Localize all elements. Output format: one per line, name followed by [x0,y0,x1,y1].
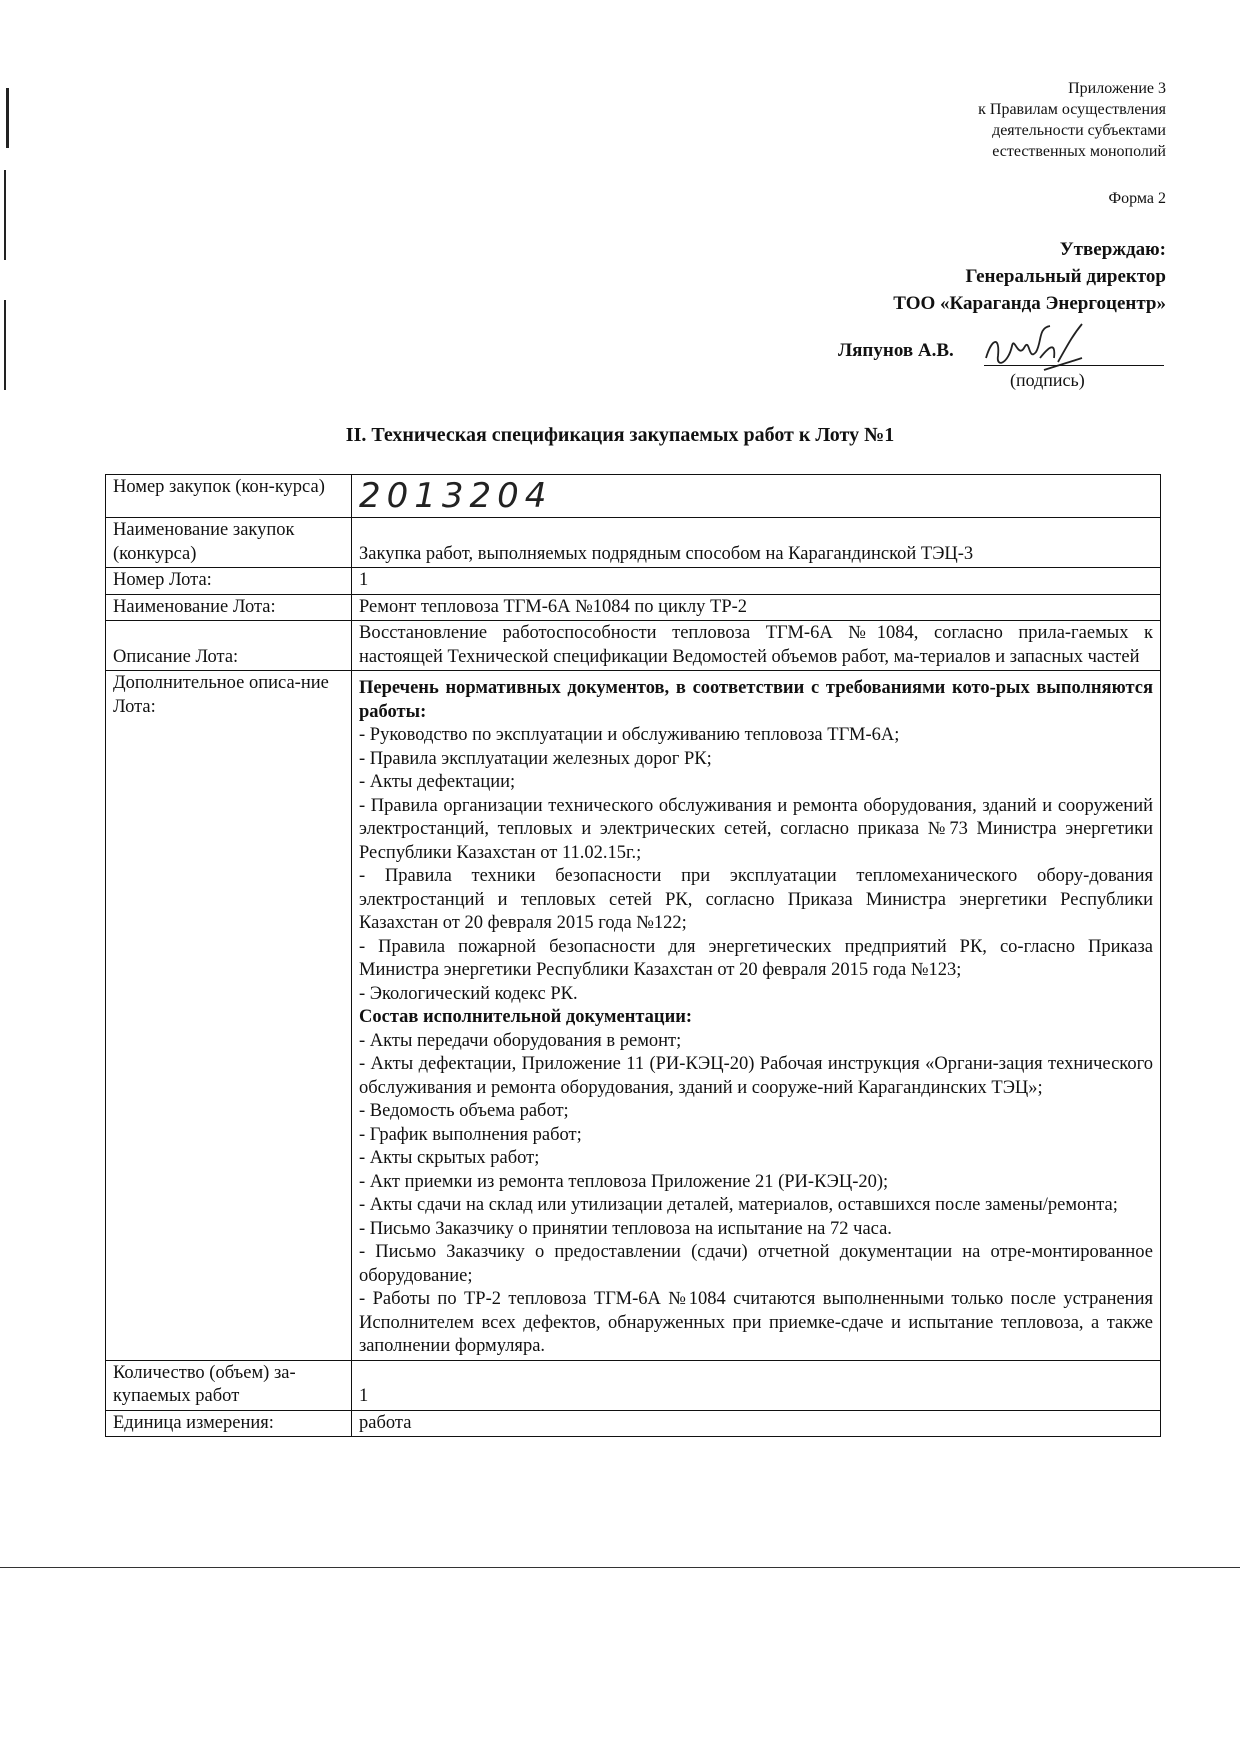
approval-line: ТОО «Караганда Энергоцентр» [893,293,1166,314]
list-item: - Экологический кодекс РК. [359,983,578,1004]
table-row [106,568,1161,595]
table-row [106,518,1161,568]
list-item: - Письмо Заказчику о предоставлении (сдачи) отчетной документации на отре-монтированное оборудование; [359,1242,1153,1286]
list-item: - Правила эксплуатации железных дорог РК; [359,748,712,769]
value-lot-description: Восстановление работоспособности тепловоза ТГМ-6А №1084, согласно прила-гаемых к настоящей Технической спецификации Ведомостей объемов работ, ма-териалов и запасных частей [352,621,1161,671]
appendix-line: Приложение 3 [1068,80,1166,97]
normative-docs-heading: Перечень нормативных документов, в соответствии с требованиями кото-рых выполняются работы: [359,678,1153,722]
list-item: - Руководство по эксплуатации и обслуживанию тепловоза ТГМ-6А; [359,725,900,745]
appendix-line: к Правилам осуществления [978,101,1166,118]
approval-line: Генеральный директор [965,266,1166,287]
table-row [106,1360,1161,1410]
scan-cut-line [0,1567,1240,1568]
label-unit: Единица измерения: [106,1410,352,1437]
executive-docs-heading: Состав исполнительной документации: [359,1007,693,1027]
label-quantity: Количество (объем) за-купаемых работ [106,1360,352,1410]
list-item: - Работы по ТР-2 тепловоза ТГМ-6А №1084 считаются выполненными только после устранения Исполнителем всех дефектов, обнаруженных при приемке-сдаче и испытание тепловоза, а также заполнении формуляра. [359,1289,1153,1356]
value-procurement-number [352,475,1161,518]
list-item: - Акт приемки из ремонта тепловоза Приложение 21 (РИ-КЭЦ-20); [359,1171,889,1192]
list-item: - Акты дефектации, Приложение 11 (РИ-КЭЦ-20) Рабочая инструкция «Органи-зация технического обслуживания и ремонта оборудования, зданий и сооруже-ний Карагандинских ТЭЦ»; [359,1054,1153,1098]
table-row [106,1410,1161,1437]
list-item: - График выполнения работ; [359,1124,582,1145]
value-extra-description [352,671,1161,1361]
label-lot-name: Наименование Лота: [106,594,352,621]
signature-caption: (подпись) [1010,370,1085,390]
list-item: - Письмо Заказчику о принятии тепловоза на испытание на 72 часа. [359,1218,892,1239]
list-item: - Правила техники безопасности при эксплуатации тепломеханического обору-дования электростанций и тепловых сетей РК, согласно Приказа Министра энергетики Республики Казахстан от 20 февраля 2015 года №122; [359,866,1153,933]
value-unit: работа [352,1410,1161,1437]
appendix-line: естественных монополий [992,143,1166,160]
list-item: - Акты сдачи на склад или утилизации деталей, материалов, оставшихся после замены/ремонта; [359,1195,1118,1215]
value-lot-number: 1 [352,568,1161,595]
appendix-line: деятельности субъектами [992,122,1166,139]
list-item: - Акты дефектации; [359,772,516,792]
label-procurement-name: Наименование закупок (конкурса) [106,518,352,568]
table-row [106,475,1161,518]
list-item: - Акты передачи оборудования в ремонт; [359,1030,682,1051]
approval-line: Утверждаю: [1059,239,1166,260]
approval-block [646,236,1166,317]
scan-mark [6,88,9,148]
appendix-note [806,78,1166,162]
value-lot-name: Ремонт тепловоза ТГМ-6А №1084 по циклу ТР-2 [352,594,1161,621]
signer-name: Ляпунов А.В. [838,340,954,361]
value-procurement-name: Закупка работ, выполняемых подрядным способом на Карагандинской ТЭЦ-3 [352,518,1161,568]
signature-line [984,365,1164,366]
list-item: - Правила организации технического обслуживания и ремонта оборудования, зданий и сооружений электростанций, тепловых и электрических сетей, согласно приказа №73 Министра энергетики Республики Казахстан от 11.02.15г.; [359,795,1153,863]
table-row [106,621,1161,671]
list-item: - Акты скрытых работ; [359,1148,540,1168]
list-item: - Ведомость объема работ; [359,1101,569,1121]
handwritten-procurement-number: 2013204 [359,476,553,516]
list-item: - Правила пожарной безопасности для энергетических предприятий РК, со-гласно Приказа Министра энергетики Республики Казахстан от 20 февраля 2015 года №123; [359,936,1153,980]
label-lot-description: Описание Лота: [106,621,352,671]
label-procurement-number: Номер закупок (кон-курса) [106,475,352,518]
form-number: Форма 2 [1108,190,1166,207]
handwritten-signature [978,318,1088,378]
specification-table [105,474,1161,1437]
document-title: II. Техническая спецификация закупаемых работ к Лоту №1 [345,424,895,446]
label-extra-description: Дополнительное описа-ние Лота: [106,671,352,1361]
table-row [106,594,1161,621]
value-quantity: 1 [352,1360,1161,1410]
scan-mark [4,300,6,390]
label-lot-number: Номер Лота: [106,568,352,595]
scan-mark [4,170,6,260]
table-row [106,671,1161,1361]
